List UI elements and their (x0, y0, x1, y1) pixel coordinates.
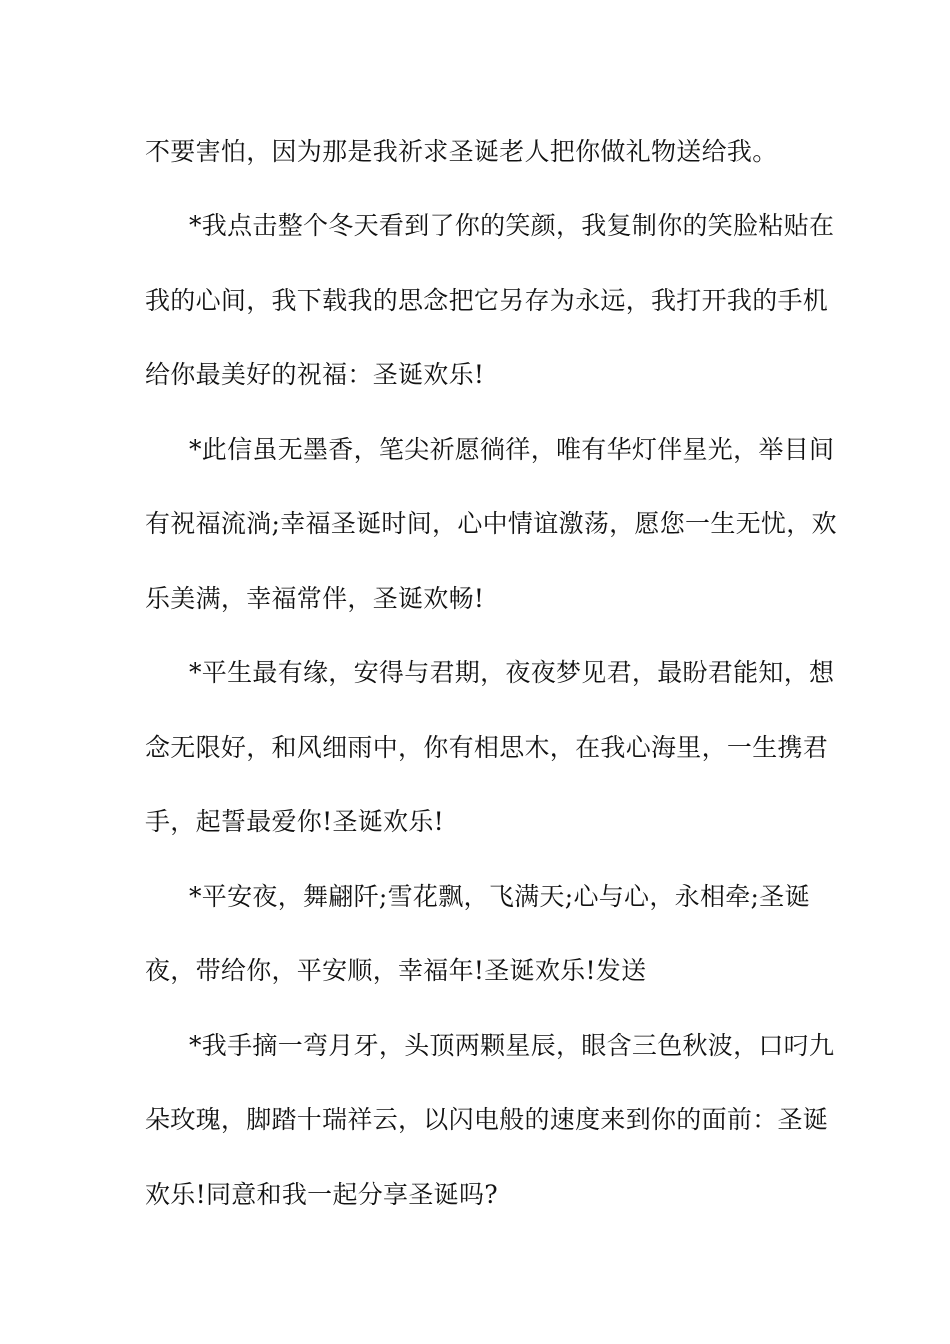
text-line: 乐美满，幸福常伴，圣诞欢畅! (145, 584, 485, 613)
text-line: *平安夜，舞翩阡;雪花飘，飞满天;心与心，永相牵;圣诞 (189, 882, 810, 911)
text-line: 有祝福流淌;幸福圣诞时间，心中情谊激荡，愿您一生无忧，欢 (145, 509, 837, 538)
text-line: 欢乐!同意和我一起分享圣诞吗? (145, 1180, 498, 1209)
text-line: 我的心间，我下载我的思念把它另存为永远，我打开我的手机 (145, 286, 829, 315)
text-line: *我手摘一弯月牙，头顶两颗星辰，眼含三色秋波，口叼九 (189, 1031, 835, 1060)
text-line: 给你最美好的祝福：圣诞欢乐! (145, 360, 485, 389)
text-line: 朵玫瑰，脚踏十瑞祥云，以闪电般的速度来到你的面前：圣诞 (145, 1105, 829, 1134)
text-line: *此信虽无墨香，笔尖祈愿徜徉，唯有华灯伴星光，举目间 (189, 435, 835, 464)
text-line: *我点击整个冬天看到了你的笑颜，我复制你的笑脸粘贴在 (189, 211, 835, 240)
text-line: 不要害怕，因为那是我祈求圣诞老人把你做礼物送给我。 (145, 137, 778, 166)
text-line: 手，起誓最爱你!圣诞欢乐! (145, 807, 444, 836)
text-line: *平生最有缘，安得与君期，夜夜梦见君，最盼君能知，想 (189, 658, 835, 687)
text-line: 夜，带给你，平安顺，幸福年!圣诞欢乐!发送 (145, 956, 647, 985)
text-line: 念无限好，和风细雨中，你有相思木，在我心海里，一生携君 (145, 733, 829, 762)
